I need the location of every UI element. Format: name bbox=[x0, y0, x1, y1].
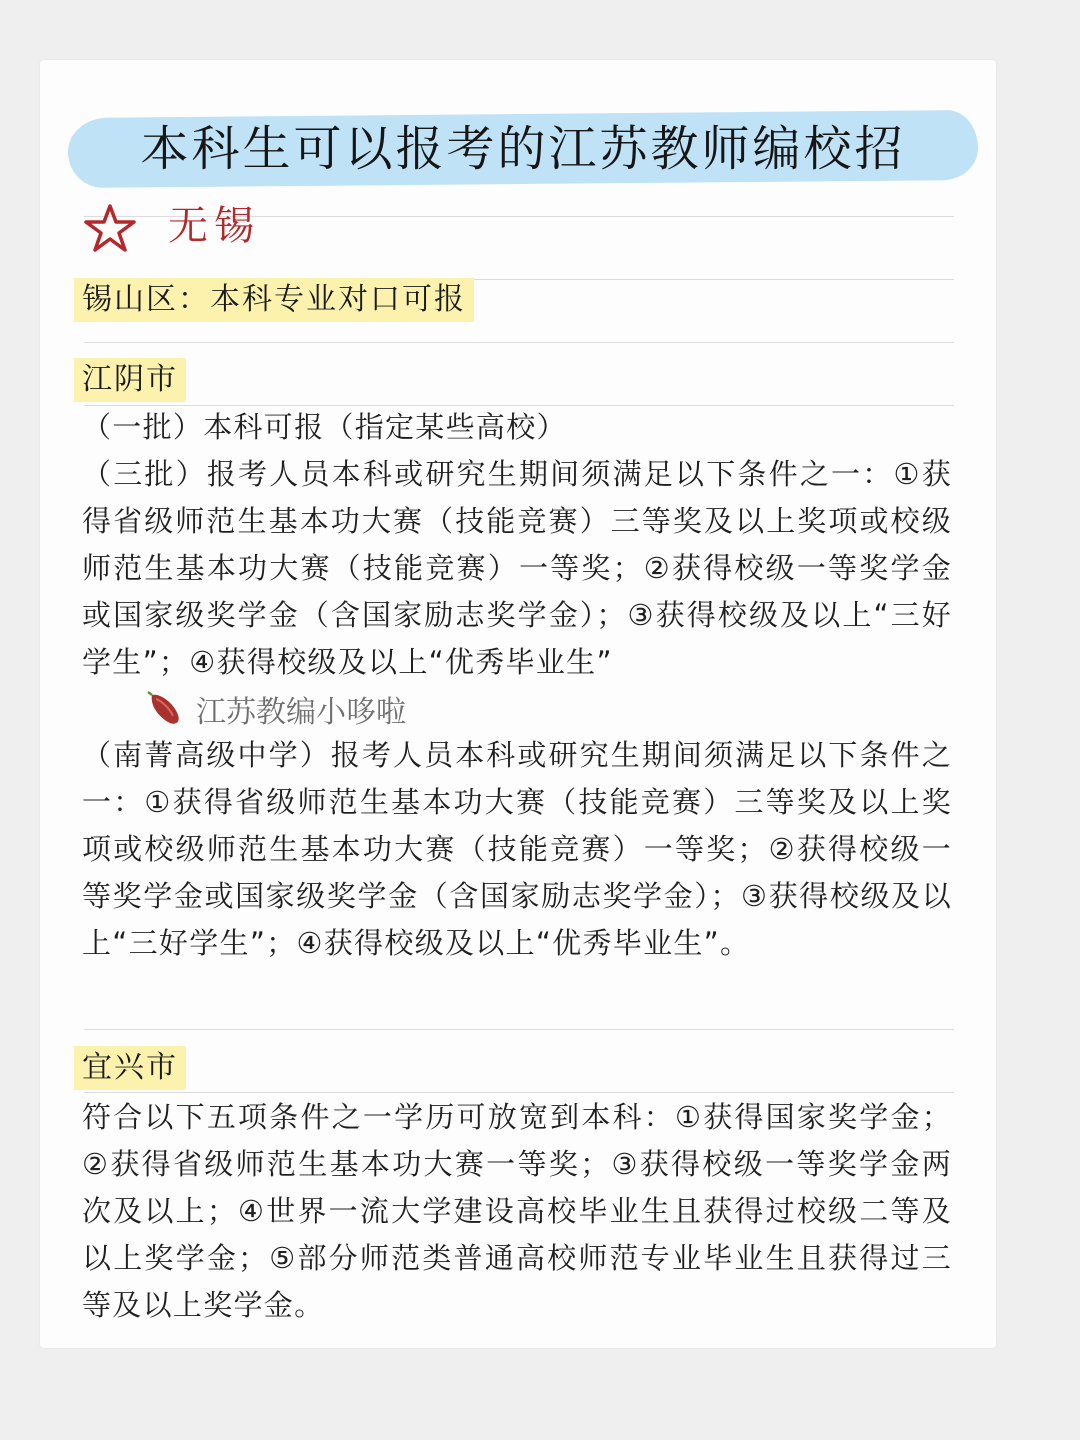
page-title: 本科生可以报考的江苏教师编校招 bbox=[140, 121, 906, 177]
district-xishan: 锡山区：本科专业对口可报 bbox=[74, 278, 474, 322]
ruled-line bbox=[84, 342, 954, 343]
note-card bbox=[40, 60, 996, 1348]
watermark bbox=[144, 686, 406, 732]
district-yixing-label: 宜兴市 bbox=[74, 1046, 186, 1090]
city-heading: 无锡 bbox=[168, 203, 260, 249]
title-banner bbox=[68, 114, 978, 184]
star-outline-icon bbox=[82, 202, 138, 254]
watermark-text: 江苏教编小哆啦 bbox=[196, 695, 406, 730]
yixing-text: 符合以下五项条件之一学历可放宽到本科：①获得国家奖学金；②获得省级师范生基本功大赛一等奖；③获得校级一等奖学金两次及以上；④世界一流大学建设高校毕业生且获得过校级二等及以上奖学金；⑤部分师范类普通高校师范专业毕业生且获得过三等及以上奖学金。 bbox=[82, 1100, 952, 1322]
ruled-line bbox=[84, 1092, 954, 1093]
jiangyin-nanjing-text: （南菁高级中学）报考人员本科或研究生期间须满足以下条件之一：①获得省级师范生基本功大赛（技能竞赛）三等奖及以上奖项或校级师范生基本功大赛（技能竞赛）一等奖；②获得校级一等奖学金或国家级奖学金（含国家励志奖学金）；③获得校级及以上“三好学生”；④获得校级及以上“优秀毕业生”。 bbox=[82, 738, 952, 960]
ruled-line bbox=[84, 1029, 954, 1030]
sweet-potato-icon bbox=[144, 689, 184, 729]
jiangyin-batch1-text: （一批）本科可报（指定某些高校） bbox=[82, 410, 567, 444]
jiangyin-batch3-text: （三批）报考人员本科或研究生期间须满足以下条件之一：①获得省级师范生基本功大赛（技能竞赛）三等奖及以上奖项或校级师范生基本功大赛（技能竞赛）一等奖；②获得校级一等奖学金或国家级奖学金（含国家励志奖学金）；③获得校级及以上“三好学生”；④获得校级及以上“优秀毕业生” bbox=[82, 457, 952, 679]
district-jiangyin-label: 江阴市 bbox=[74, 358, 186, 402]
